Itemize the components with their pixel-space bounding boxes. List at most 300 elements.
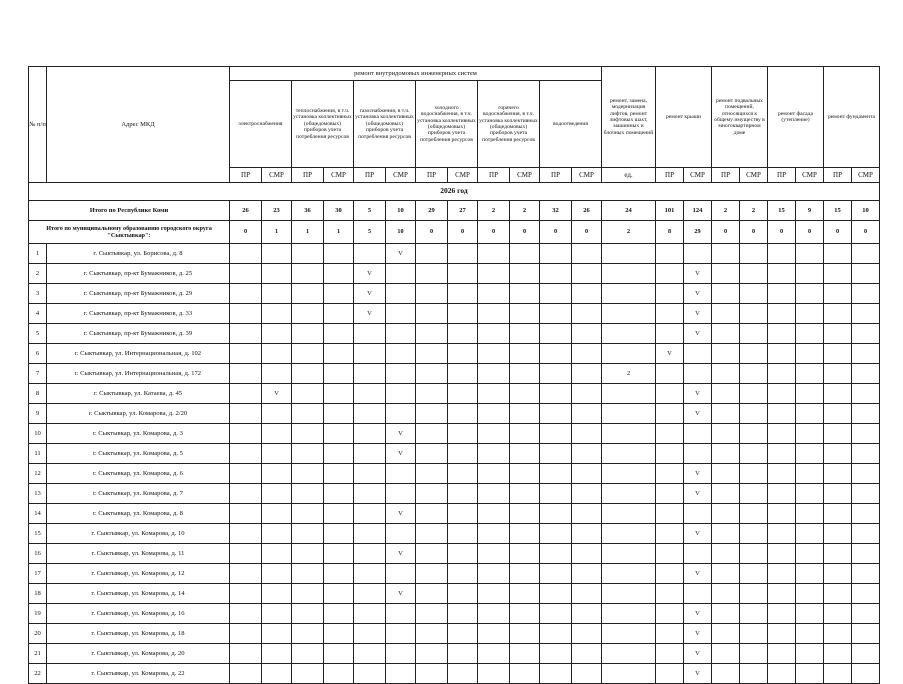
row-cell <box>386 604 416 624</box>
row-cell <box>852 364 880 384</box>
row-cell <box>230 344 262 364</box>
row-cell <box>262 344 292 364</box>
row-number: 13 <box>29 484 47 504</box>
total-value: 101 <box>656 201 684 221</box>
row-cell <box>510 284 540 304</box>
row-cell <box>230 544 262 564</box>
row-cell <box>448 584 478 604</box>
row-cell <box>324 644 354 664</box>
row-cell <box>712 544 740 564</box>
municipal-value: 10 <box>386 221 416 244</box>
row-cell <box>540 624 572 644</box>
row-cell <box>478 364 510 384</box>
row-number: 7 <box>29 364 47 384</box>
col-header-pr: ПР <box>230 168 262 183</box>
row-cell <box>824 344 852 364</box>
row-cell <box>324 564 354 584</box>
row-cell <box>448 384 478 404</box>
row-cell: V <box>386 584 416 604</box>
row-cell <box>510 264 540 284</box>
row-number: 22 <box>29 664 47 684</box>
table-row <box>29 664 880 684</box>
row-cell <box>824 544 852 564</box>
row-cell <box>824 404 852 424</box>
row-cell <box>712 284 740 304</box>
row-cell <box>540 344 572 364</box>
row-number: 4 <box>29 304 47 324</box>
row-cell <box>768 564 796 584</box>
row-cell: V <box>684 484 712 504</box>
row-address: г. Сыктывкар, ул. Комарова, д. 12 <box>47 564 230 584</box>
col-header-internal-systems: ремонт внутридомовых инженерных систем <box>230 67 602 81</box>
row-number: 2 <box>29 264 47 284</box>
row-cell <box>354 344 386 364</box>
row-cell <box>540 324 572 344</box>
row-address: г. Сыктывкар, ул. Катаева, д. 45 <box>47 384 230 404</box>
row-cell <box>572 444 602 464</box>
row-number: 9 <box>29 404 47 424</box>
row-cell <box>292 504 324 524</box>
row-cell <box>416 604 448 624</box>
row-cell <box>262 244 292 264</box>
col-header-sewerage: водоотведения <box>540 81 602 168</box>
row-cell: V <box>684 604 712 624</box>
row-cell <box>656 324 684 344</box>
row-cell <box>740 324 768 344</box>
row-cell <box>824 264 852 284</box>
row-cell <box>354 244 386 264</box>
row-cell <box>796 484 824 504</box>
row-cell <box>768 384 796 404</box>
col-header-heating: теплоснабжения, в т.ч. установка коллективных (общедомовых) приборов учета потребления ресурсов <box>292 81 354 168</box>
row-number: 14 <box>29 504 47 524</box>
row-number: 16 <box>29 544 47 564</box>
row-cell: V <box>684 524 712 544</box>
row-cell <box>292 544 324 564</box>
row-cell <box>796 664 824 684</box>
row-cell <box>824 484 852 504</box>
municipal-value: 1 <box>292 221 324 244</box>
row-cell <box>740 624 768 644</box>
row-cell <box>824 604 852 624</box>
row-cell <box>510 304 540 324</box>
row-cell <box>852 464 880 484</box>
municipal-value: 29 <box>684 221 712 244</box>
row-cell <box>656 604 684 624</box>
row-cell <box>324 264 354 284</box>
row-cell <box>478 524 510 544</box>
row-cell <box>768 364 796 384</box>
col-header-pr: ПР <box>478 168 510 183</box>
row-cell: V <box>386 424 416 444</box>
total-value: 2 <box>740 201 768 221</box>
table-row <box>29 444 880 464</box>
row-cell <box>416 424 448 444</box>
row-cell <box>540 644 572 664</box>
municipal-value: 0 <box>768 221 796 244</box>
row-cell <box>354 624 386 644</box>
row-cell <box>852 324 880 344</box>
total-value: 29 <box>416 201 448 221</box>
row-cell <box>768 404 796 424</box>
row-cell <box>324 544 354 564</box>
row-cell <box>478 424 510 444</box>
total-value: 2 <box>510 201 540 221</box>
row-cell <box>416 624 448 644</box>
row-cell <box>510 604 540 624</box>
row-cell <box>602 344 656 364</box>
row-cell <box>478 584 510 604</box>
row-cell: V <box>354 284 386 304</box>
row-cell <box>510 344 540 364</box>
row-cell <box>510 384 540 404</box>
row-cell <box>712 644 740 664</box>
row-cell <box>292 624 324 644</box>
row-cell <box>354 524 386 544</box>
total-label: Итого по Республике Коми <box>29 201 230 221</box>
row-cell <box>824 324 852 344</box>
row-cell <box>292 264 324 284</box>
row-cell <box>354 584 386 604</box>
row-cell <box>510 424 540 444</box>
row-cell <box>656 444 684 464</box>
col-header-smr: СМР <box>262 168 292 183</box>
row-cell <box>852 584 880 604</box>
row-cell <box>824 284 852 304</box>
row-cell <box>712 424 740 444</box>
row-cell <box>824 424 852 444</box>
row-cell <box>230 424 262 444</box>
row-cell <box>230 244 262 264</box>
row-cell <box>510 584 540 604</box>
row-cell <box>416 324 448 344</box>
row-cell <box>572 544 602 564</box>
row-cell <box>852 404 880 424</box>
row-cell <box>354 484 386 504</box>
row-cell <box>824 364 852 384</box>
row-cell <box>572 324 602 344</box>
row-address: г. Сыктывкар, ул. Комарова, д. 11 <box>47 544 230 564</box>
row-cell <box>602 244 656 264</box>
row-cell <box>292 444 324 464</box>
row-cell <box>416 384 448 404</box>
row-cell <box>572 564 602 584</box>
municipal-total-label: Итого по муниципальному образованию городского округа "Сыктывкар": <box>29 221 230 244</box>
row-address: г. Сыктывкар, ул. Комарова, д. 2/20 <box>47 404 230 424</box>
table-row <box>29 364 880 384</box>
row-number: 15 <box>29 524 47 544</box>
row-cell <box>852 444 880 464</box>
row-cell <box>230 444 262 464</box>
row-cell <box>684 584 712 604</box>
row-cell <box>478 504 510 524</box>
row-cell <box>262 464 292 484</box>
row-cell <box>572 384 602 404</box>
row-cell <box>602 424 656 444</box>
row-cell <box>510 484 540 504</box>
row-cell <box>354 464 386 484</box>
col-header-pr: ПР <box>656 168 684 183</box>
row-address: г. Сыктывкар, пр-кт Бумажников, д. 39 <box>47 324 230 344</box>
row-cell <box>602 304 656 324</box>
row-cell <box>324 464 354 484</box>
col-header-pr: ПР <box>712 168 740 183</box>
row-cell <box>230 264 262 284</box>
row-cell <box>292 604 324 624</box>
row-cell <box>602 464 656 484</box>
row-cell <box>602 604 656 624</box>
row-cell <box>824 664 852 684</box>
row-cell: V <box>354 264 386 284</box>
row-cell <box>540 464 572 484</box>
municipal-value: 0 <box>540 221 572 244</box>
row-cell <box>852 524 880 544</box>
row-cell <box>740 264 768 284</box>
row-cell <box>230 404 262 424</box>
row-cell <box>478 484 510 504</box>
row-cell <box>852 244 880 264</box>
row-cell <box>684 364 712 384</box>
row-cell <box>602 264 656 284</box>
row-cell <box>510 324 540 344</box>
row-cell <box>416 244 448 264</box>
row-cell: V <box>684 644 712 664</box>
total-value: 5 <box>354 201 386 221</box>
row-cell <box>852 284 880 304</box>
municipal-value: 0 <box>416 221 448 244</box>
total-value: 36 <box>292 201 324 221</box>
row-cell: V <box>684 464 712 484</box>
row-cell <box>448 504 478 524</box>
row-cell <box>656 364 684 384</box>
row-cell <box>510 364 540 384</box>
row-cell <box>416 444 448 464</box>
municipal-value: 0 <box>824 221 852 244</box>
row-cell <box>852 484 880 504</box>
row-cell <box>324 624 354 644</box>
row-cell <box>478 304 510 324</box>
row-cell <box>416 284 448 304</box>
total-value: 10 <box>852 201 880 221</box>
row-address: г. Сыктывкар, ул. Комарова, д. 14 <box>47 584 230 604</box>
row-number: 20 <box>29 624 47 644</box>
table-row <box>29 304 880 324</box>
col-header-elevator: ремонт, замена, модернизация лифтов, ремонт лифтовых шахт, машинных и блочных помещений <box>602 67 656 168</box>
row-cell <box>262 304 292 324</box>
row-cell <box>796 364 824 384</box>
row-cell <box>656 564 684 584</box>
row-cell <box>354 364 386 384</box>
row-cell <box>796 424 824 444</box>
row-cell <box>386 304 416 324</box>
row-cell <box>796 524 824 544</box>
row-cell <box>572 624 602 644</box>
row-number: 10 <box>29 424 47 444</box>
row-cell <box>510 404 540 424</box>
row-cell <box>740 544 768 564</box>
row-address: г. Сыктывкар, ул. Комарова, д. 22 <box>47 664 230 684</box>
row-cell <box>324 384 354 404</box>
table-row <box>29 324 880 344</box>
col-header-pr: ПР <box>540 168 572 183</box>
row-cell <box>292 524 324 544</box>
row-cell <box>656 264 684 284</box>
row-cell <box>540 484 572 504</box>
total-value: 9 <box>796 201 824 221</box>
row-cell <box>740 604 768 624</box>
row-cell <box>712 304 740 324</box>
row-cell <box>230 524 262 544</box>
row-cell <box>684 544 712 564</box>
total-value: 32 <box>540 201 572 221</box>
row-cell <box>712 464 740 484</box>
row-cell <box>602 404 656 424</box>
row-cell <box>262 404 292 424</box>
row-cell <box>740 464 768 484</box>
capital-repair-table <box>28 66 880 684</box>
row-cell <box>768 644 796 664</box>
row-cell <box>656 304 684 324</box>
table-row <box>29 584 880 604</box>
row-cell <box>510 504 540 524</box>
row-cell <box>510 544 540 564</box>
row-cell <box>824 464 852 484</box>
row-cell: V <box>684 324 712 344</box>
row-cell <box>712 584 740 604</box>
col-header-smr: СМР <box>386 168 416 183</box>
municipal-value: 2 <box>602 221 656 244</box>
row-cell <box>712 364 740 384</box>
row-cell <box>740 664 768 684</box>
col-header-pr: ПР <box>824 168 852 183</box>
row-cell <box>478 644 510 664</box>
row-cell <box>824 624 852 644</box>
row-cell <box>796 444 824 464</box>
row-number: 19 <box>29 604 47 624</box>
row-cell <box>510 624 540 644</box>
row-cell <box>712 664 740 684</box>
row-cell <box>796 304 824 324</box>
row-cell <box>448 244 478 264</box>
row-cell <box>602 584 656 604</box>
municipal-value: 0 <box>448 221 478 244</box>
row-cell <box>448 284 478 304</box>
row-cell <box>540 584 572 604</box>
row-cell <box>768 544 796 564</box>
total-value: 27 <box>448 201 478 221</box>
row-cell <box>262 564 292 584</box>
table-row <box>29 604 880 624</box>
row-cell <box>448 464 478 484</box>
row-cell <box>740 304 768 324</box>
row-cell <box>796 264 824 284</box>
row-cell <box>602 384 656 404</box>
row-cell <box>478 564 510 584</box>
row-cell <box>262 644 292 664</box>
col-header-smr: СМР <box>324 168 354 183</box>
row-cell <box>684 504 712 524</box>
row-cell <box>324 424 354 444</box>
row-cell <box>416 664 448 684</box>
row-cell <box>230 564 262 584</box>
row-cell <box>386 384 416 404</box>
row-cell <box>768 504 796 524</box>
row-cell <box>602 484 656 504</box>
row-cell <box>768 324 796 344</box>
row-cell <box>602 544 656 564</box>
row-cell <box>416 404 448 424</box>
row-cell <box>448 484 478 504</box>
row-cell <box>852 424 880 444</box>
row-number: 5 <box>29 324 47 344</box>
row-cell <box>262 544 292 564</box>
row-cell <box>478 664 510 684</box>
row-cell <box>230 384 262 404</box>
row-address: г. Сыктывкар, ул. Борисова, д. 8 <box>47 244 230 264</box>
row-cell <box>768 584 796 604</box>
row-cell <box>824 644 852 664</box>
row-cell <box>540 264 572 284</box>
col-header-pr: ПР <box>416 168 448 183</box>
row-cell <box>572 284 602 304</box>
row-cell <box>656 664 684 684</box>
row-cell <box>292 584 324 604</box>
row-cell <box>852 344 880 364</box>
row-cell <box>510 464 540 484</box>
row-cell <box>712 344 740 364</box>
row-cell <box>448 324 478 344</box>
row-cell <box>448 524 478 544</box>
row-cell <box>354 424 386 444</box>
municipal-value: 1 <box>262 221 292 244</box>
row-cell <box>230 464 262 484</box>
col-header-cold-water: холодного водоснабжения, в т.ч. установка коллективных (общедомовых) приборов учета потребления ресурсов <box>416 81 478 168</box>
row-address: г. Сыктывкар, ул. Интернациональная, д. 172 <box>47 364 230 384</box>
row-cell <box>684 424 712 444</box>
col-header-gas: газоснабжения, в т.ч. установка коллективных (общедомовых) приборов учета потребления ресурсов <box>354 81 416 168</box>
row-cell <box>386 324 416 344</box>
row-cell <box>768 284 796 304</box>
row-cell <box>416 264 448 284</box>
row-cell <box>448 264 478 284</box>
municipal-value: 0 <box>852 221 880 244</box>
row-cell <box>448 664 478 684</box>
row-cell: V <box>684 384 712 404</box>
row-cell <box>852 624 880 644</box>
row-cell <box>824 384 852 404</box>
row-cell <box>572 504 602 524</box>
row-address: г. Сыктывкар, ул. Комарова, д. 16 <box>47 604 230 624</box>
municipal-value: 5 <box>354 221 386 244</box>
row-cell <box>824 504 852 524</box>
row-cell <box>386 344 416 364</box>
row-cell <box>354 644 386 664</box>
row-cell <box>540 424 572 444</box>
row-cell <box>416 564 448 584</box>
row-cell <box>510 644 540 664</box>
row-cell <box>448 564 478 584</box>
row-cell <box>684 344 712 364</box>
row-cell: V <box>684 624 712 644</box>
row-cell <box>572 464 602 484</box>
municipal-value: 0 <box>572 221 602 244</box>
row-cell <box>478 344 510 364</box>
row-cell <box>292 324 324 344</box>
total-value: 10 <box>386 201 416 221</box>
row-cell <box>602 324 656 344</box>
row-address: г. Сыктывкар, ул. Комарова, д. 20 <box>47 644 230 664</box>
table-row <box>29 404 880 424</box>
